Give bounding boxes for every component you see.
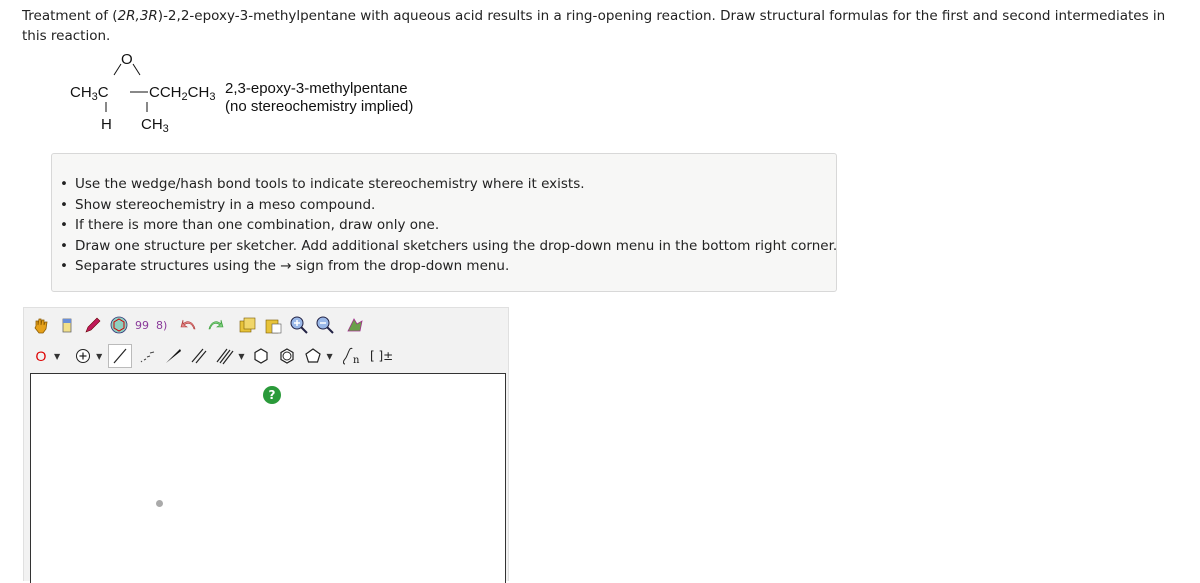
triple-bond-icon[interactable]: [214, 345, 236, 367]
help-button[interactable]: ?: [263, 386, 281, 404]
zoom-in-icon[interactable]: [288, 314, 310, 336]
sgroup-tool[interactable]: [339, 345, 365, 367]
epoxide-bonds: [60, 52, 460, 142]
ring-dropdown-icon[interactable]: ▼: [326, 351, 333, 361]
top-toolbar: [30, 313, 370, 337]
stereo-note: (no stereochemistry implied): [225, 98, 414, 115]
instruction-item: • Separate structures using the → sign from the drop-down menu.: [60, 258, 510, 274]
template-ring-icon[interactable]: [108, 314, 130, 336]
question-stereo: 2R,3R: [117, 8, 158, 24]
pencil-icon[interactable]: [82, 314, 104, 336]
wedge-bond-icon[interactable]: [162, 345, 184, 367]
charge-dropdown-icon[interactable]: ▼: [96, 351, 103, 361]
undo-icon[interactable]: [178, 314, 200, 336]
single-bond-icon[interactable]: [108, 344, 132, 368]
zoom-out-icon[interactable]: [314, 314, 336, 336]
element-tool[interactable]: [30, 345, 52, 367]
double-bond-icon[interactable]: [188, 345, 210, 367]
benzene-ring-icon[interactable]: [276, 345, 298, 367]
hydrogen-label: H: [101, 116, 112, 133]
redo-icon[interactable]: [204, 314, 226, 336]
clean-structure-icon[interactable]: [344, 314, 366, 336]
paste-icon[interactable]: [262, 314, 284, 336]
pentagon-ring-icon[interactable]: [302, 345, 324, 367]
instructions-box: [51, 153, 837, 292]
question-part: Treatment of (: [22, 8, 118, 24]
methyl-label: $CH_3$: [141, 116, 169, 135]
left-carbon: $CH_3C$: [70, 84, 109, 103]
structure-sketcher: [23, 307, 509, 581]
eraser-icon[interactable]: [56, 314, 78, 336]
question-text: [22, 6, 1192, 46]
question-part: )-2,2-epoxy-3-methylpentane with aqueous acid results in a ring-opening reaction. Draw structural formulas for the first and second intermediates in this reaction.: [22, 8, 1166, 44]
instruction-item: • If there is more than one combination, draw only one.: [60, 217, 440, 233]
svg-text:99: 99: [135, 319, 149, 332]
canvas-anchor-dot: [156, 500, 163, 507]
instruction-item: • Draw one structure per sketcher. Add additional sketchers using the drop-down menu in the bottom right corner.: [60, 237, 838, 254]
hand-tool-icon[interactable]: [30, 314, 52, 336]
instructions-list: [60, 174, 837, 277]
hexagon-ring-icon[interactable]: [250, 345, 272, 367]
hash-bond-icon[interactable]: [136, 345, 158, 367]
drawing-canvas[interactable]: [30, 373, 506, 583]
epoxide-structure: [60, 52, 460, 142]
compound-name: 2,3-epoxy-3-methylpentane: [225, 80, 408, 97]
sgroup-label: n: [352, 355, 360, 366]
svg-text:8): 8): [156, 319, 168, 332]
instruction-item: • Show stereochemistry in a meso compound.: [60, 196, 376, 213]
bond-dropdown-icon[interactable]: ▼: [238, 351, 245, 361]
right-carbon: $CCH_2CH_3$: [149, 84, 216, 103]
copy-icon[interactable]: [236, 314, 258, 336]
oxygen-label: O: [121, 51, 133, 68]
instruction-item: • Use the wedge/hash bond tools to indicate stereochemistry where it exists.: [60, 176, 585, 192]
element-dropdown-icon[interactable]: ▼: [54, 351, 61, 361]
bottom-toolbar: [30, 344, 399, 368]
bracket-tool[interactable]: [ ]±: [370, 349, 394, 363]
element-label: O: [35, 348, 47, 364]
charge-tool[interactable]: [72, 345, 94, 367]
templates-icon[interactable]: [134, 314, 174, 336]
